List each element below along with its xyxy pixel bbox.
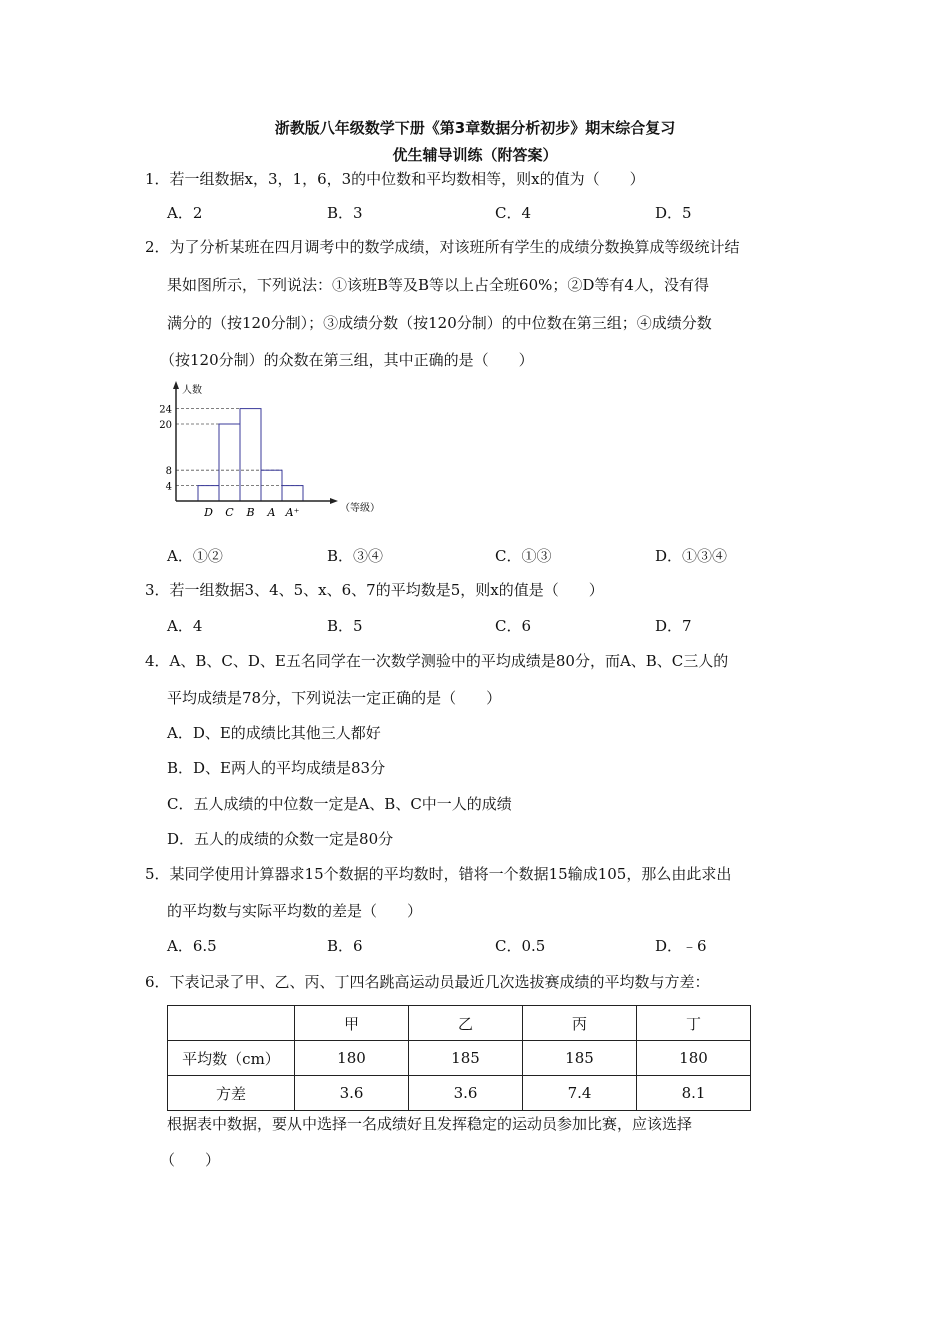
table-cell: 180: [295, 1041, 409, 1076]
q5-option-b: B．6: [327, 937, 363, 955]
x-axis-label: （等级）: [340, 503, 380, 514]
table-cell: 180: [637, 1041, 751, 1076]
q4-option-a: A．D、E的成绩比其他三人都好: [167, 724, 381, 742]
y-tick-label: 4: [165, 481, 172, 493]
table-cell: 8.1: [637, 1076, 751, 1111]
x-axis-arrow-icon: [330, 498, 338, 504]
q2-line: （按120分制）的众数在第三组，其中正确的是（ ）: [160, 351, 534, 369]
table-cell: 乙: [409, 1006, 523, 1041]
q4-option-b: B．D、E两人的平均成绩是83分: [167, 759, 386, 777]
q2-option-b: B．③④: [327, 547, 384, 565]
bar-D: [198, 486, 219, 501]
q1-option-d: D．5: [655, 204, 692, 222]
y-axis-arrow-icon: [173, 381, 179, 389]
doc-title-line2: 优生辅导训练（附答案）: [392, 146, 558, 164]
q2-option-a: A．①②: [167, 547, 223, 565]
q6-after-line: 根据表中数据，要从中选择一名成绩好且发挥稳定的运动员参加比赛，应该选择: [167, 1115, 693, 1133]
x-tick-label: A: [267, 506, 276, 519]
bar-A⁺: [282, 486, 303, 501]
x-tick-label: C: [225, 506, 234, 519]
q6-text: 6．下表记录了甲、乙、丙、丁四名跳高运动员最近几次选拔赛成绩的平均数与方差：: [145, 973, 710, 991]
doc-title-line1: 浙教版八年级数学下册《第3章数据分析初步》期末综合复习: [274, 119, 676, 137]
q4-option-d: D．五人的成绩的众数一定是80分: [167, 830, 394, 848]
q5-option-d: D．﹣6: [655, 937, 707, 955]
table-row: [168, 1076, 751, 1111]
q1-option-b: B．3: [327, 204, 363, 222]
y-tick-label: 20: [159, 420, 172, 431]
athlete-stats-table: [167, 1005, 751, 1111]
table-cell: 方差: [168, 1076, 295, 1111]
table-cell: 185: [523, 1041, 637, 1076]
q3-option-d: D．7: [655, 617, 692, 635]
bar-B: [240, 409, 261, 501]
q3-option-c: C．6: [495, 617, 532, 635]
q6-after-line: （ ）: [160, 1151, 221, 1169]
q5-option-c: C．0.5: [495, 937, 546, 955]
x-tick-label: A⁺: [285, 506, 300, 519]
table-cell: 7.4: [523, 1076, 637, 1111]
q4-option-c: C．五人成绩的中位数一定是A、B、C中一人的成绩: [167, 795, 512, 813]
q3-option-a: A．4: [167, 617, 203, 635]
q1-option-c: C．4: [495, 204, 532, 222]
table-cell: 3.6: [409, 1076, 523, 1111]
table-cell: [168, 1006, 295, 1041]
q3-text: 3．若一组数据3、4、5、x、6、7的平均数是5，则x的值是（ ）: [145, 581, 604, 599]
q1-option-a: A．2: [167, 204, 203, 222]
table-cell: 甲: [295, 1006, 409, 1041]
table-cell: 3.6: [295, 1076, 409, 1111]
q2-line: 满分的（按120分制）；③成绩分数（按120分制）的中位数在第三组；④成绩分数: [167, 314, 712, 332]
q2-line: 果如图所示，下列说法：①该班B等及B等以上占全班60%；②D等有4人，没有得: [167, 276, 709, 294]
table-cell: 185: [409, 1041, 523, 1076]
q4-line: 4．A、B、C、D、E五名同学在一次数学测验中的平均成绩是80分，而A、B、C三人的: [145, 652, 729, 670]
bar-C: [219, 424, 240, 501]
q1-text: 1．若一组数据x，3，1，6，3的中位数和平均数相等，则x的值为（ ）: [145, 170, 645, 188]
y-tick-label: 24: [159, 404, 172, 416]
table-cell: 平均数（cm）: [168, 1041, 295, 1076]
x-tick-label: B: [246, 506, 255, 519]
q2-option-d: D．①③④: [655, 547, 728, 565]
q5-line: 5．某同学使用计算器求15个数据的平均数时，错将一个数据15输成105，那么由此求出: [145, 865, 732, 883]
x-tick-label: D: [204, 506, 213, 519]
table-cell: 丙: [523, 1006, 637, 1041]
y-tick-label: 8: [165, 466, 172, 478]
q4-line: 平均成绩是78分，下列说法一定正确的是（ ）: [167, 689, 502, 707]
q2-line: 2．为了分析某班在四月调考中的数学成绩，对该班所有学生的成绩分数换算成等级统计结: [145, 238, 740, 256]
table-row: [168, 1041, 751, 1076]
q5-option-a: A．6.5: [167, 937, 217, 955]
y-axis-label: 人数: [182, 385, 202, 396]
q5-line: 的平均数与实际平均数的差是（ ）: [167, 902, 423, 920]
q2-option-c: C．①③: [495, 547, 552, 565]
q3-option-b: B．5: [327, 617, 363, 635]
grade-histogram: [150, 375, 390, 525]
table-cell: 丁: [637, 1006, 751, 1041]
table-header-row: [168, 1006, 751, 1041]
